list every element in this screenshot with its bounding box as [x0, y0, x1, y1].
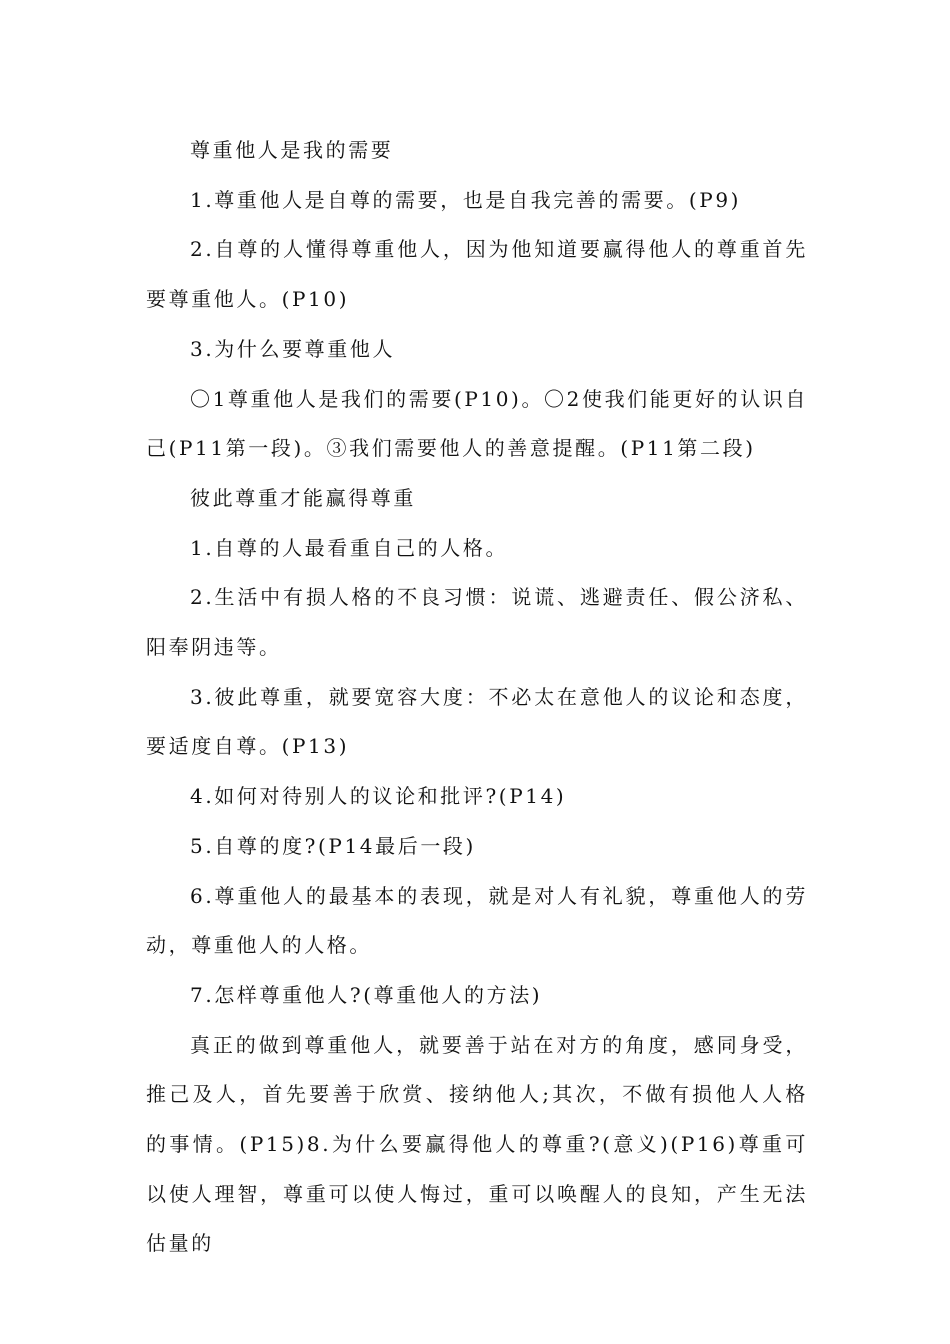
paragraph-mutual-3: 3.彼此尊重，就要宽容大度：不必太在意他人的议论和态度，要适度自尊。(P13) [146, 684, 808, 759]
section-heading-respect-need: 尊重他人是我的需要 [190, 138, 394, 162]
paragraph-mutual-1: 1.自尊的人最看重自己的人格。 [190, 535, 509, 560]
paragraph-mutual-2: 2.生活中有损人格的不良习惯：说谎、逃避责任、假公济私、阳奉阴违等。 [146, 585, 808, 660]
document-body [146, 126, 808, 1269]
paragraph-2: 2.自尊的人懂得尊重他人，因为他知道要赢得他人的尊重首先要尊重他人。(P10) [146, 237, 808, 312]
paragraph-mutual-5: 5.自尊的度?(P14最后一段) [190, 833, 476, 858]
paragraph-mutual-4: 4.如何对待别人的议论和批评?(P14) [190, 784, 567, 809]
paragraph-method: 真正的做到尊重他人，就要善于站在对方的角度，感同身受，推己及人，首先要善于欣赏、接纳他人;其次，不做有损他人人格的事情。(P15)8.为什么要赢得他人的尊重?(意义)(P16)尊重可以使人理智，尊重可以使人悔过，重可以唤醒人的良知，产生无法估量的 [146, 1032, 808, 1256]
paragraph-reasons: 〇1尊重他人是我们的需要(P10)。〇2使我们能更好的认识自己(P11第一段)。③我们需要他人的善意提醒。(P11第二段) [146, 386, 808, 461]
paragraph-3: 3.为什么要尊重他人 [190, 336, 396, 361]
paragraph-1: 1.尊重他人是自尊的需要，也是自我完善的需要。(P9) [190, 187, 742, 212]
section-heading-mutual-respect: 彼此尊重才能赢得尊重 [190, 485, 416, 510]
paragraph-mutual-6: 6.尊重他人的最基本的表现，就是对人有礼貌，尊重他人的劳动，尊重他人的人格。 [146, 883, 808, 958]
paragraph-mutual-7: 7.怎样尊重他人?(尊重他人的方法) [190, 982, 543, 1007]
